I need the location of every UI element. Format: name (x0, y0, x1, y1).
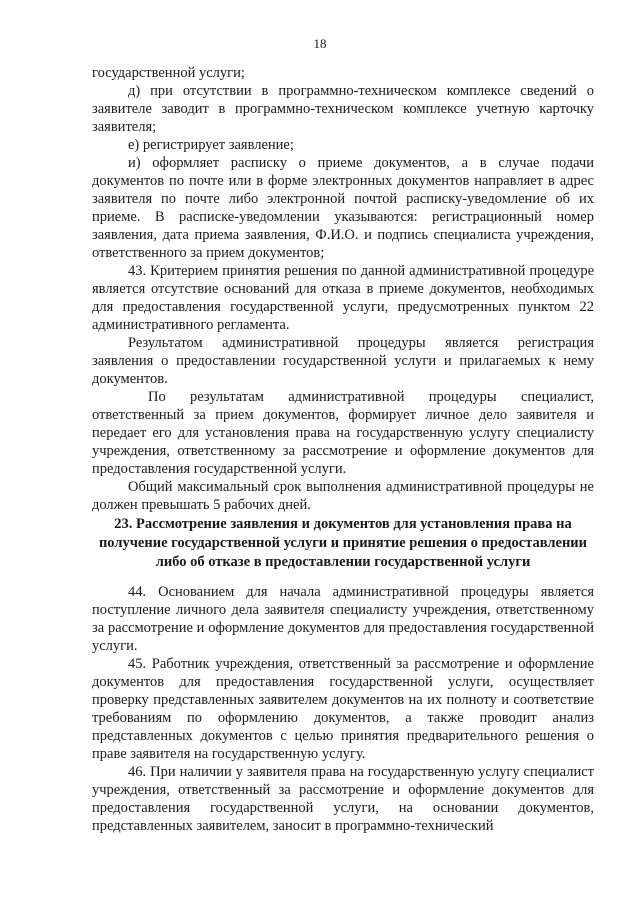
paragraph: По результатам административной процедуры специалист, ответственный за прием документов, формирует личное дело заявителя и передает его для установления права на государственную услугу специалисту учреждения, ответственному за рассмотрение и оформление документов для предоставления государственной услуги. (92, 389, 594, 477)
paragraph: Общий максимальный срок выполнения административной процедуры не должен превышать 5 рабочих дней. (92, 479, 594, 513)
paragraph: 46. При наличии у заявителя права на государственную услугу специалист учреждения, ответственный за рассмотрение и оформление документов для предоставления государственной услуги, на основании документов, представленных заявителем, заносит в программно-технический (92, 764, 594, 834)
paragraph: Результатом административной процедуры является регистрация заявления о предоставлении государственной услуги и прилагаемых к нему документов. (92, 335, 594, 387)
paragraph: д) при отсутствии в программно-техническом комплексе сведений о заявителе заводит в программно-техническом комплексе учетную карточку заявителя; (92, 83, 594, 135)
paragraph: 43. Критерием принятия решения по данной административной процедуре является отсутствие оснований для отказа в приеме документов, необходимых для предоставления государственной услуги, предусмотренных пунктом 22 административного регламента. (92, 263, 594, 333)
section-heading: 23. Рассмотрение заявления и документов для установления права на получение государственной услуги и принятие решения о предоставлении либо об отказе в предоставлении государственной услуги (98, 516, 588, 570)
document-body-bottom (92, 583, 594, 835)
paragraph: и) оформляет расписку о приеме документов, а в случае подачи документов по почте или в форме электронных документов направляет в адрес заявителя по почте либо электронной почтой расписку-уведомление об их приеме. В расписке-уведомлении указываются: регистрационный номер заявления, дата приема заявления, Ф.И.О. и подпись специалиста учреждения, ответственного за прием документов; (92, 155, 594, 261)
paragraph: 44. Основанием для начала административной процедуры является поступление личного дела заявителя специалисту учреждения, ответственному за рассмотрение и оформление документов для предоставления государственной услуги. (92, 584, 594, 654)
page-number: 18 (313, 36, 327, 51)
paragraph: государственной услуги; (92, 65, 245, 81)
paragraph: 45. Работник учреждения, ответственный за рассмотрение и оформление документов для предоставления государственной услуги, осуществляет проверку представленных заявителем документов на их полноту и соответствие требованиям по оформлению документов, а также проводит анализ представленных документов с целью принятия предварительного решения о праве заявителя на государственную услугу. (92, 656, 594, 762)
paragraph: е) регистрирует заявление; (128, 137, 294, 153)
document-body-top (92, 64, 594, 514)
